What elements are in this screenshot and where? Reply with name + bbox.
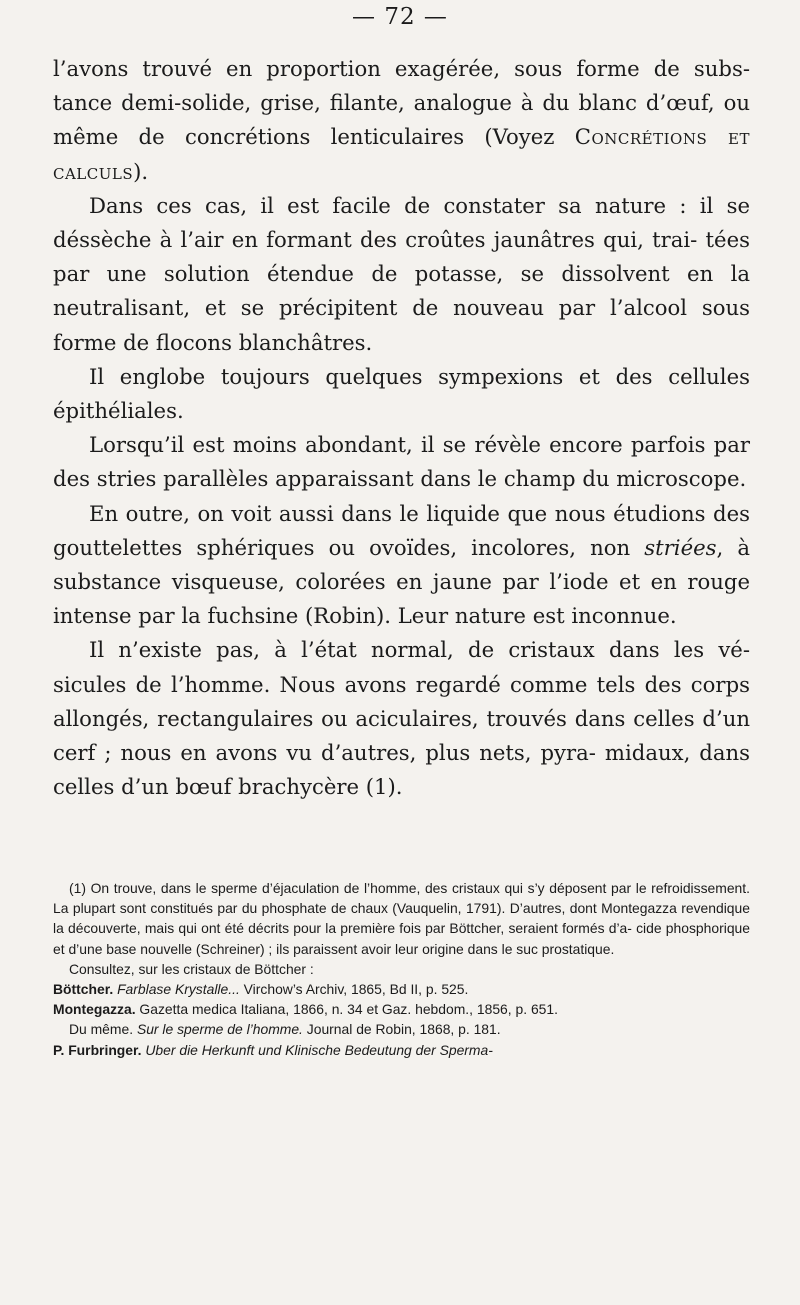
paragraph-1-text: l’avons trouvé en proportion exagérée, sous forme de subs- tance demi-solide, grise, filante, analogue à du blanc d’œuf, ou même de concrétions lenticulaires (Voyez xyxy=(53,56,750,150)
reference-author: Montegazza. xyxy=(53,1001,136,1018)
reference-montegazza xyxy=(53,999,750,1019)
paragraph-4: Lorsqu’il est moins abondant, il se révèle encore parfois par des stries parallèles apparaissant dans le champ du microscope. xyxy=(53,432,750,492)
reference-source: Virchow’s Archiv, 1865, Bd II, p. 525. xyxy=(239,981,469,998)
main-text xyxy=(53,52,750,804)
reference-author: Böttcher. xyxy=(53,981,114,998)
cross-reference: Concrétions et calculs xyxy=(53,124,750,184)
paragraph-1 xyxy=(53,52,750,189)
reference-furbringer xyxy=(53,1040,750,1060)
reference-source: Journal de Robin, 1868, p. 181. xyxy=(302,1021,501,1038)
reference-du-meme xyxy=(53,1019,750,1039)
footnote-1: (1) On trouve, dans le sperme d’éjaculation de l’homme, des cristaux qui s’y déposent par le refroidissement. La plupart sont constitués par du phosphate de chaux (Vauquelin, 1791). D’autres, dont Montegazza revendique la découverte, mais qui ont été décrits pour la première fois par Böttcher, seraient formés d’a- cide phosphorique et d’une base nouvelle (Schreiner) ; ils paraissent avoir leur origine dans le suc prostatique. xyxy=(53,880,750,957)
reference-title: Uber die Herkunft und Klinische Bedeutung der Sperma- xyxy=(145,1041,493,1058)
paragraph-5 xyxy=(53,497,750,634)
page-number: — 72 — xyxy=(352,4,448,30)
footnotes xyxy=(53,878,750,1060)
reference-title: Sur le sperme de l’homme. xyxy=(136,1021,303,1038)
reference-title: Farblase Krystalle... xyxy=(117,981,240,998)
paragraph-5-text: En outre, on voit aussi dans le liquide que nous étudions des gouttelettes sphériques ou ovoïdes, incolores, non xyxy=(53,500,750,560)
reference-lead: Du même. xyxy=(69,1021,137,1038)
paragraph-1-end: ). xyxy=(133,158,149,184)
paragraph-2: Dans ces cas, il est facile de constater sa nature : il se déssèche à l’air en formant des croûtes jaunâtres qui, trai- tées par une solution étendue de potasse, se dissolvent en la neutralisant, et se précipitent de nouveau par l’alcool sous forme de flocons blanchâtres. xyxy=(53,192,750,355)
paragraph-5-end: , à substance visqueuse, colorées en jaune par l’iode et en rouge intense par la fuchsine (Robin). Leur nature est inconnue. xyxy=(53,534,750,629)
paragraph-3: Il englobe toujours quelques sympexions et des cellules épithéliales. xyxy=(53,363,750,424)
footnote-consultez: Consultez, sur les cristaux de Böttcher : xyxy=(69,960,314,977)
emphasis-striees: striées xyxy=(644,534,717,560)
reference-source: Gazetta medica Italiana, 1866, n. 34 et Gaz. hebdom., 1856, p. 651. xyxy=(135,1001,558,1018)
paragraph-6: Il n’existe pas, à l’état normal, de cristaux dans les vé- sicules de l’homme. Nous avons regardé comme tels des corps allongés, rectangulaires ou aciculaires, trouvés dans celles d’un cerf ; nous en avons vu d’autres, plus nets, pyra- midaux, dans celles d’un bœuf brachycère (1). xyxy=(53,637,750,800)
reference-author: P. Furbringer. xyxy=(53,1041,142,1058)
reference-bottcher xyxy=(53,979,750,999)
